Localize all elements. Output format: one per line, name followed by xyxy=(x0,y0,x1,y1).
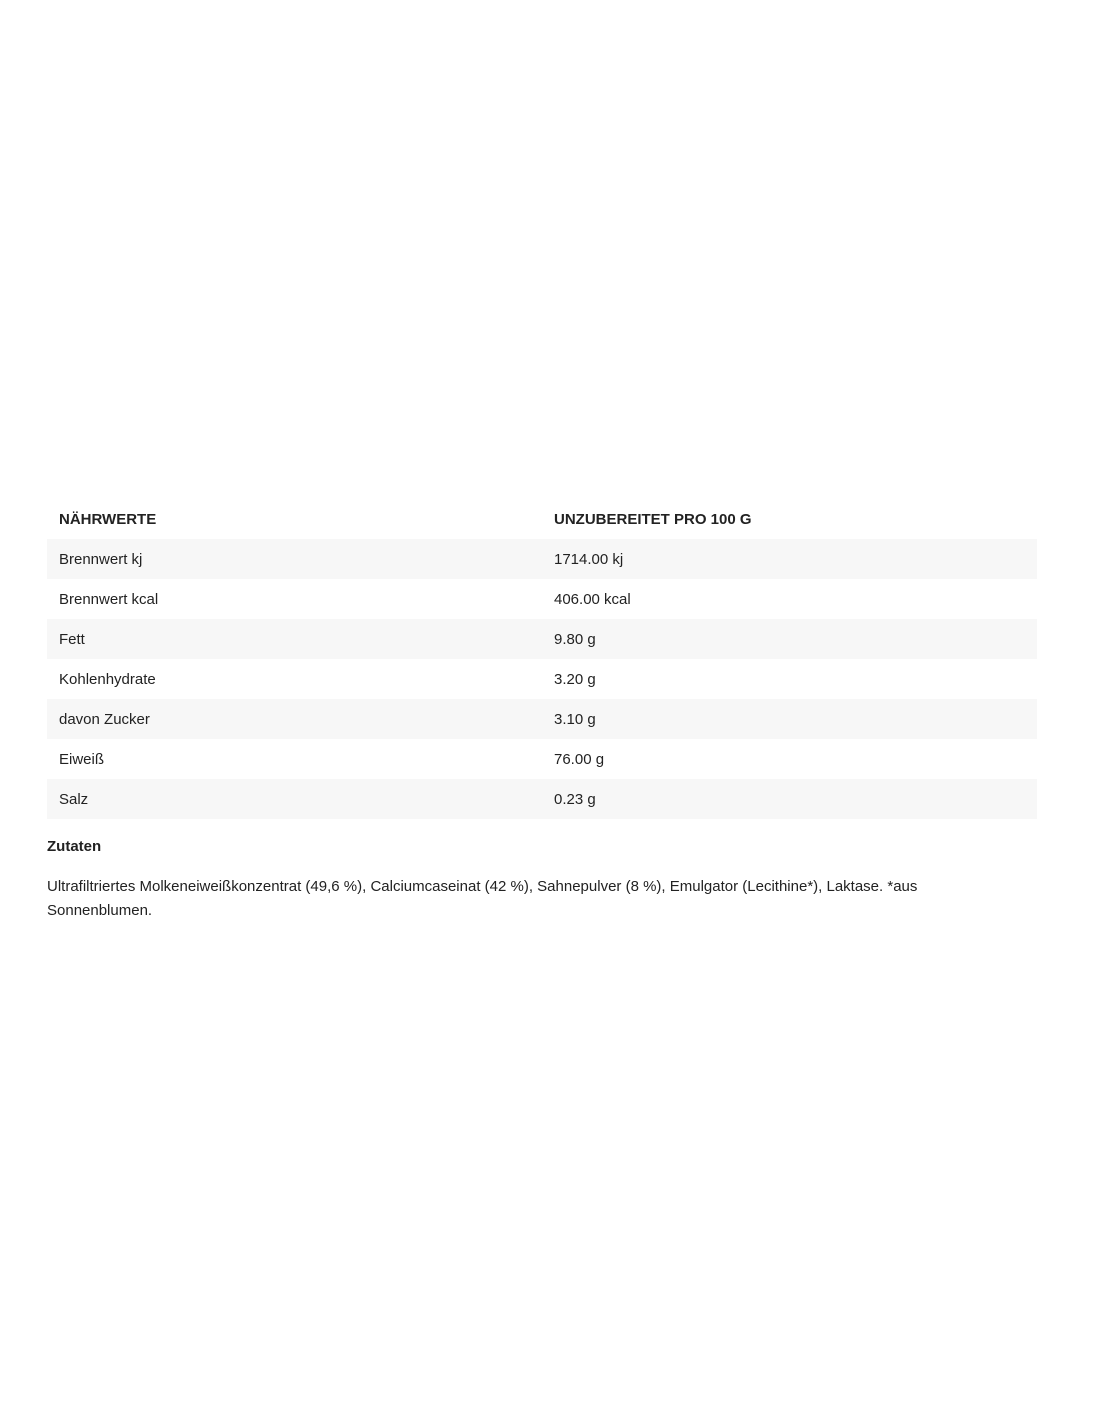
nutrient-value: 406.00 kcal xyxy=(554,590,631,608)
table-row xyxy=(47,779,1037,819)
nutrition-table xyxy=(47,499,1037,819)
nutrient-label: Brennwert kcal xyxy=(59,590,159,608)
nutrient-value: 76.00 g xyxy=(554,750,605,768)
table-row xyxy=(47,739,1037,779)
nutrient-label: Fett xyxy=(47,619,542,659)
product-info xyxy=(47,499,1037,923)
ingredients-heading: Zutaten xyxy=(47,838,102,855)
nutrition-header-value: UNZUBEREITET PRO 100 G xyxy=(554,510,752,528)
table-row xyxy=(47,699,1037,739)
nutrient-value: 9.80 g xyxy=(542,619,1037,659)
nutrient-value: 0.23 g xyxy=(542,779,1037,819)
table-row xyxy=(47,539,1037,579)
nutrient-label: davon Zucker xyxy=(47,699,542,739)
nutrient-value: 1714.00 kj xyxy=(542,539,1037,579)
nutrient-value: 3.10 g xyxy=(542,699,1037,739)
nutrient-label: Salz xyxy=(47,779,542,819)
nutrient-label: Kohlenhydrate xyxy=(59,670,156,688)
table-row xyxy=(47,659,1037,699)
nutrient-value: 3.20 g xyxy=(554,670,596,688)
nutrient-label: Eiweiß xyxy=(59,750,105,768)
nutrition-header-row xyxy=(47,499,1037,539)
table-row xyxy=(47,619,1037,659)
table-row xyxy=(47,579,1037,619)
nutrient-label: Brennwert kj xyxy=(47,539,542,579)
nutrition-header-label: NÄHRWERTE xyxy=(59,510,157,528)
ingredients-text: Ultrafiltriertes Molkeneiweißkonzentrat (49,6 %), Calciumcaseinat (42 %), Sahnepulver (8 %), Emulgator (Lecithine*), Laktase. *aus Sonnenblumen. xyxy=(47,878,918,919)
